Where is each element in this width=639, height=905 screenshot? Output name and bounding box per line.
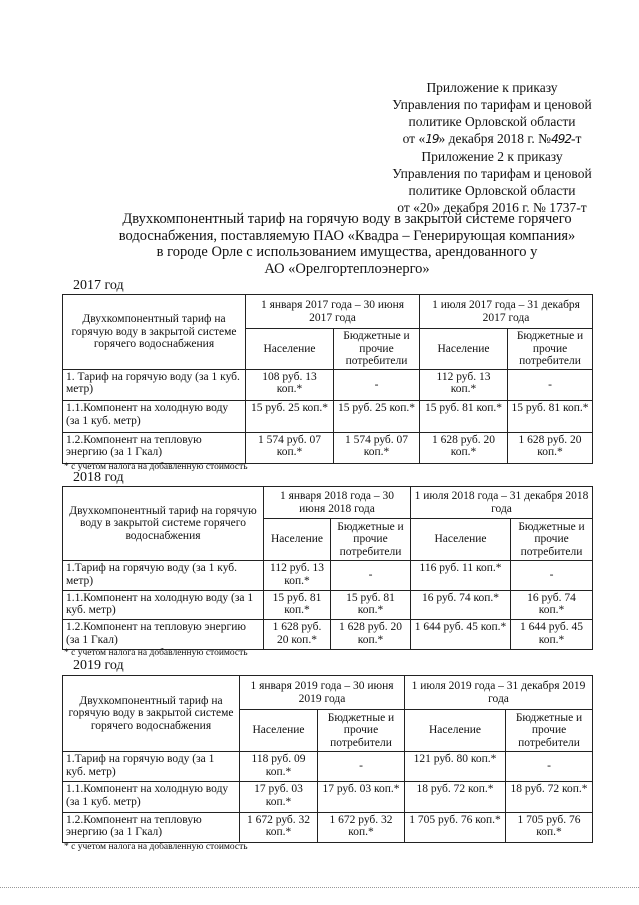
cell-p2-population: 1 628 руб. 20 коп.* — [420, 432, 508, 464]
tariff-table-2017 — [62, 294, 593, 464]
row-label: 1.Тариф на горячую воду (за 1 куб. метр) — [63, 561, 264, 591]
cell-p2-population: 116 руб. 11 коп.* — [411, 561, 511, 591]
cell-p1-population: 112 руб. 13 коп.* — [264, 561, 331, 591]
cell-p1-population: 118 руб. 09 коп.* — [240, 752, 318, 782]
title-line-2: водоснабжения, поставляемую ПАО «Квадра – Генерирующая компания» — [118, 227, 576, 244]
cell-p1-budget: 1 672 руб. 32 коп.* — [318, 812, 405, 842]
annex-1-block — [360, 79, 624, 148]
cell-p2-budget: 1 705 руб. 76 коп.* — [506, 812, 593, 842]
annex-2-line-2: Управления по тарифам и ценовой — [392, 166, 592, 181]
table-row — [63, 401, 593, 433]
annex-2-line-4: от «20» декабря 2016 г. № 1737-т — [397, 200, 587, 215]
cell-p1-budget: 15 руб. 25 коп.* — [334, 401, 420, 433]
handwritten-order-number: 492 — [551, 132, 571, 146]
annex-2-block — [360, 148, 624, 216]
cell-p1-budget: 1 628 руб. 20 коп.* — [331, 620, 411, 650]
header-budget-p2: Бюджетные и прочие потребители — [506, 710, 593, 752]
table-row — [63, 620, 593, 650]
row-label: 1.1.Компонент на холодную воду (за 1 куб. метр) — [63, 401, 246, 433]
cell-p1-population: 1 628 руб. 20 коп.* — [264, 620, 331, 650]
header-tariff-label: Двухкомпонентный тариф на горячую воду в закрытой системе горячего водоснабжения — [63, 487, 264, 561]
cell-p1-population: 1 574 руб. 07 коп.* — [246, 432, 334, 464]
cell-p2-population: 112 руб. 13 коп.* — [420, 369, 508, 401]
header-budget-p2: Бюджетные и прочие потребители — [511, 519, 593, 561]
footnote-2017: * с учетом налога на добавленную стоимость — [64, 462, 248, 472]
cell-p1-budget: 1 574 руб. 07 коп.* — [334, 432, 420, 464]
header-period-2: 1 июля 2018 года – 31 декабря 2018 года — [411, 487, 593, 519]
year-heading-2018: 2018 год — [73, 470, 124, 485]
annex-1-line-3: политике Орловской области — [408, 114, 576, 129]
cell-p2-population: 16 руб. 74 коп.* — [411, 590, 511, 620]
row-label: 1.2.Компонент на тепловую энергию (за 1 Гкал) — [63, 432, 246, 464]
header-budget-p1: Бюджетные и прочие потребители — [318, 710, 405, 752]
year-heading-2017: 2017 год — [73, 278, 124, 293]
row-label: 1.1.Компонент на холодную воду (за 1 куб. метр) — [63, 590, 264, 620]
cell-p1-budget: - — [318, 752, 405, 782]
table-row — [63, 752, 593, 782]
annex-1-date-prefix: от « — [402, 131, 426, 146]
header-population-p1: Население — [246, 329, 334, 370]
header-tariff-label: Двухкомпонентный тариф на горячую воду в закрытой системе горячего водоснабжения — [63, 676, 240, 752]
cell-p2-population: 1 705 руб. 76 коп.* — [405, 812, 506, 842]
header-population-p1: Население — [264, 519, 331, 561]
tariff-table-2018 — [62, 486, 593, 650]
cell-p2-population: 18 руб. 72 коп.* — [405, 782, 506, 812]
row-label: 1.2.Компонент на тепловую энергию (за 1 Гкал) — [63, 620, 264, 650]
cell-p2-budget: 1 628 руб. 20 коп.* — [508, 432, 593, 464]
header-budget-p1: Бюджетные и прочие потребители — [334, 329, 420, 370]
row-label: 1.1.Компонент на холодную воду (за 1 куб. метр) — [63, 782, 240, 812]
header-period-1: 1 января 2017 года – 30 июня 2017 года — [246, 295, 420, 329]
cell-p2-budget: 15 руб. 81 коп.* — [508, 401, 593, 433]
header-population-p2: Население — [411, 519, 511, 561]
cell-p1-population: 108 руб. 13 коп.* — [246, 369, 334, 401]
row-label: 1. Тариф на горячую воду (за 1 куб. метр) — [63, 369, 246, 401]
cell-p2-budget: - — [506, 752, 593, 782]
cell-p2-budget: 16 руб. 74 коп.* — [511, 590, 593, 620]
table-row — [63, 561, 593, 591]
table-row — [63, 782, 593, 812]
cell-p1-budget: 17 руб. 03 коп.* — [318, 782, 405, 812]
cell-p1-budget: 15 руб. 81 коп.* — [331, 590, 411, 620]
page-bottom-divider — [0, 887, 639, 888]
row-label: 1.2.Компонент на тепловую энергию (за 1 Гкал) — [63, 812, 240, 842]
cell-p1-population: 17 руб. 03 коп.* — [240, 782, 318, 812]
table-row — [63, 369, 593, 401]
cell-p2-population: 1 644 руб. 45 коп.* — [411, 620, 511, 650]
cell-p2-budget: - — [508, 369, 593, 401]
cell-p2-population: 15 руб. 81 коп.* — [420, 401, 508, 433]
header-budget-p2: Бюджетные и прочие потребители — [508, 329, 593, 370]
cell-p1-population: 1 672 руб. 32 коп.* — [240, 812, 318, 842]
cell-p1-budget: - — [331, 561, 411, 591]
annex-1-line-4 — [360, 130, 624, 148]
cell-p2-population: 121 руб. 80 коп.* — [405, 752, 506, 782]
header-period-1: 1 января 2018 года – 30 июня 2018 года — [264, 487, 411, 519]
title-line-1: Двухкомпонентный тариф на горячую воду в закрытой системе горячего — [122, 211, 572, 227]
table-row — [63, 432, 593, 464]
annex-2-line-3: политике Орловской области — [408, 183, 576, 198]
header-population-p1: Население — [240, 710, 318, 752]
cell-p1-population: 15 руб. 81 коп.* — [264, 590, 331, 620]
footnote-2018: * с учетом налога на добавленную стоимость — [64, 648, 248, 658]
header-period-2: 1 июля 2017 года – 31 декабря 2017 года — [420, 295, 593, 329]
annex-1-line-2: Управления по тарифам и ценовой — [392, 97, 592, 112]
table-row — [63, 812, 593, 842]
cell-p1-budget: - — [334, 369, 420, 401]
annex-1-date-suffix: -т — [570, 131, 582, 146]
title-line-4: АО «Орелгортеплоэнерго» — [264, 260, 430, 277]
header-period-1: 1 января 2019 года – 30 июня 2019 года — [240, 676, 405, 710]
title-line-3: в городе Орле с использованием имущества, арендованного у — [156, 244, 538, 260]
header-tariff-label: Двухкомпонентный тариф на горячую воду в закрытой системе горячего водоснабжения — [63, 295, 246, 370]
header-period-2: 1 июля 2019 года – 31 декабря 2019 года — [405, 676, 593, 710]
header-population-p2: Население — [420, 329, 508, 370]
header-budget-p1: Бюджетные и прочие потребители — [331, 519, 411, 561]
footnote-2019: * с учетом налога на добавленную стоимость — [64, 842, 248, 852]
annex-2-line-1: Приложение 2 к приказу — [421, 149, 563, 164]
document-title — [86, 211, 608, 277]
cell-p2-budget: - — [511, 561, 593, 591]
cell-p2-budget: 18 руб. 72 коп.* — [506, 782, 593, 812]
year-heading-2019: 2019 год — [73, 658, 124, 673]
cell-p2-budget: 1 644 руб. 45 коп.* — [511, 620, 593, 650]
annex-1-date-mid: » декабря 2018 г. № — [438, 131, 552, 146]
annex-1-line-1: Приложение к приказу — [426, 80, 558, 95]
cell-p1-population: 15 руб. 25 коп.* — [246, 401, 334, 433]
table-row — [63, 590, 593, 620]
handwritten-day: 19 — [425, 132, 439, 146]
row-label: 1.Тариф на горячую воду (за 1 куб. метр) — [63, 752, 240, 782]
tariff-table-2019 — [62, 675, 593, 843]
header-population-p2: Население — [405, 710, 506, 752]
